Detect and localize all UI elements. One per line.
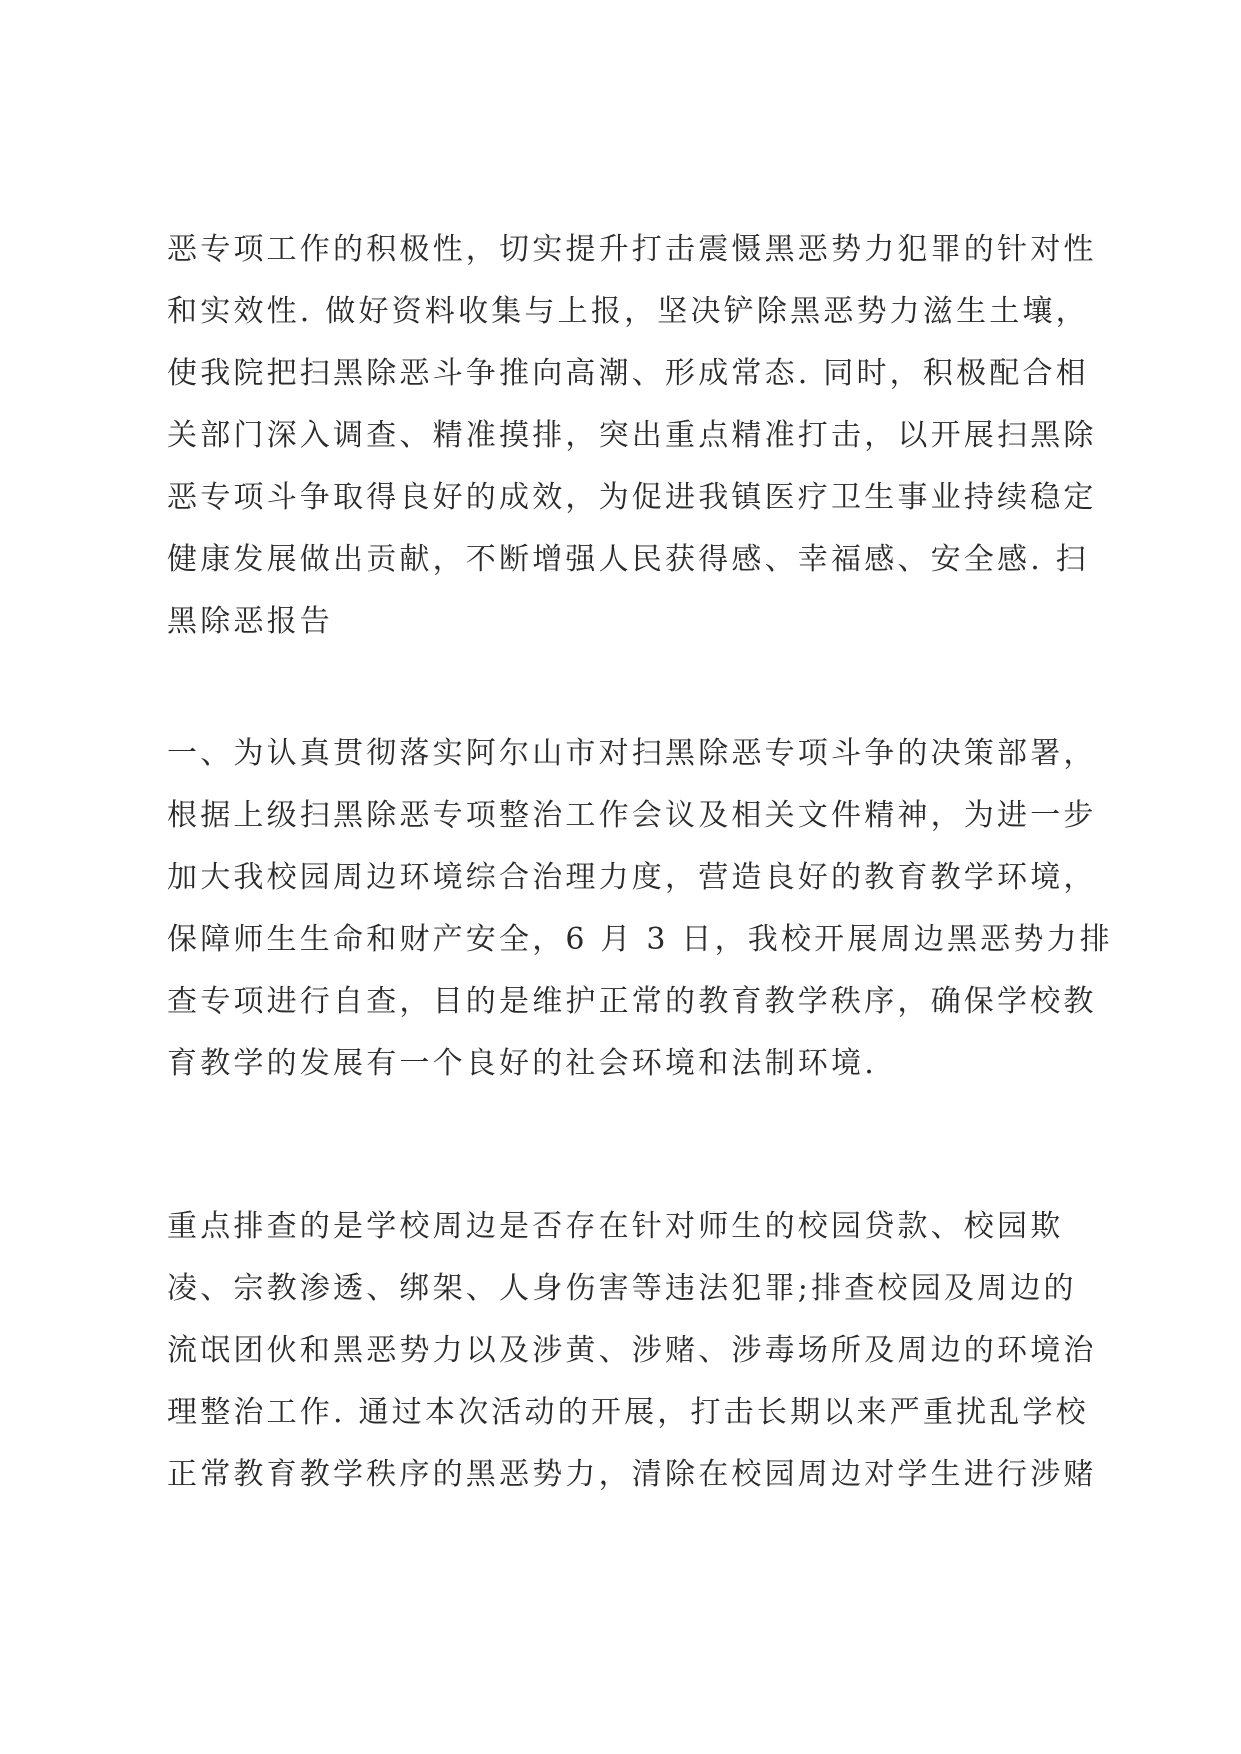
paragraph-2 bbox=[167, 723, 1113, 1095]
text-line: 凌、宗教渗透、绑架、人身伤害等违法犯罪;排查校园及周边的 bbox=[167, 1271, 1077, 1306]
text-line: 正常教育教学秩序的黑恶势力，清除在校园周边对学生进行涉赌 bbox=[167, 1457, 1097, 1492]
text-line: 保障师生生命和财产安全，6 月 3 日，我校开展周边黑恶势力排 bbox=[167, 922, 1113, 957]
text-line: 关部门深入调查、精准摸排，突出重点精准打击，以开展扫黑除 bbox=[167, 418, 1097, 453]
text-line: 恶专项斗争取得良好的成效，为促进我镇医疗卫生事业持续稳定 bbox=[167, 480, 1097, 515]
text-line: 和实效性. 做好资料收集与上报，坚决铲除黑恶势力滋生土壤， bbox=[167, 294, 1089, 329]
paragraph-1 bbox=[167, 219, 1097, 653]
text-line: 重点排查的是学校周边是否存在针对师生的校园贷款、校园欺 bbox=[167, 1209, 1064, 1244]
text-line: 查专项进行自查，目的是维护正常的教育教学秩序，确保学校教 bbox=[167, 984, 1097, 1019]
text-line: 恶专项工作的积极性，切实提升打击震慑黑恶势力犯罪的针对性 bbox=[167, 232, 1097, 267]
text-line: 使我院把扫黑除恶斗争推向高潮、形成常态. 同时，积极配合相 bbox=[167, 356, 1089, 391]
text-line: 育教学的发展有一个良好的社会环境和法制环境. bbox=[167, 1046, 877, 1081]
text-line: 一、为认真贯彻落实阿尔山市对扫黑除恶专项斗争的决策部署， bbox=[167, 736, 1097, 771]
text-line: 根据上级扫黑除恶专项整治工作会议及相关文件精神，为进一步 bbox=[167, 798, 1097, 833]
text-line: 黑除恶报告 bbox=[167, 604, 333, 639]
text-line: 健康发展做出贡献，不断增强人民获得感、幸福感、安全感. 扫 bbox=[167, 542, 1089, 577]
text-line: 加大我校园周边环境综合治理力度，营造良好的教育教学环境， bbox=[167, 860, 1097, 895]
text-line: 流氓团伙和黑恶势力以及涉黄、涉赌、涉毒场所及周边的环境治 bbox=[167, 1333, 1097, 1368]
paragraph-3 bbox=[167, 1196, 1097, 1506]
text-line: 理整治工作. 通过本次活动的开展，打击长期以来严重扰乱学校 bbox=[167, 1395, 1089, 1430]
